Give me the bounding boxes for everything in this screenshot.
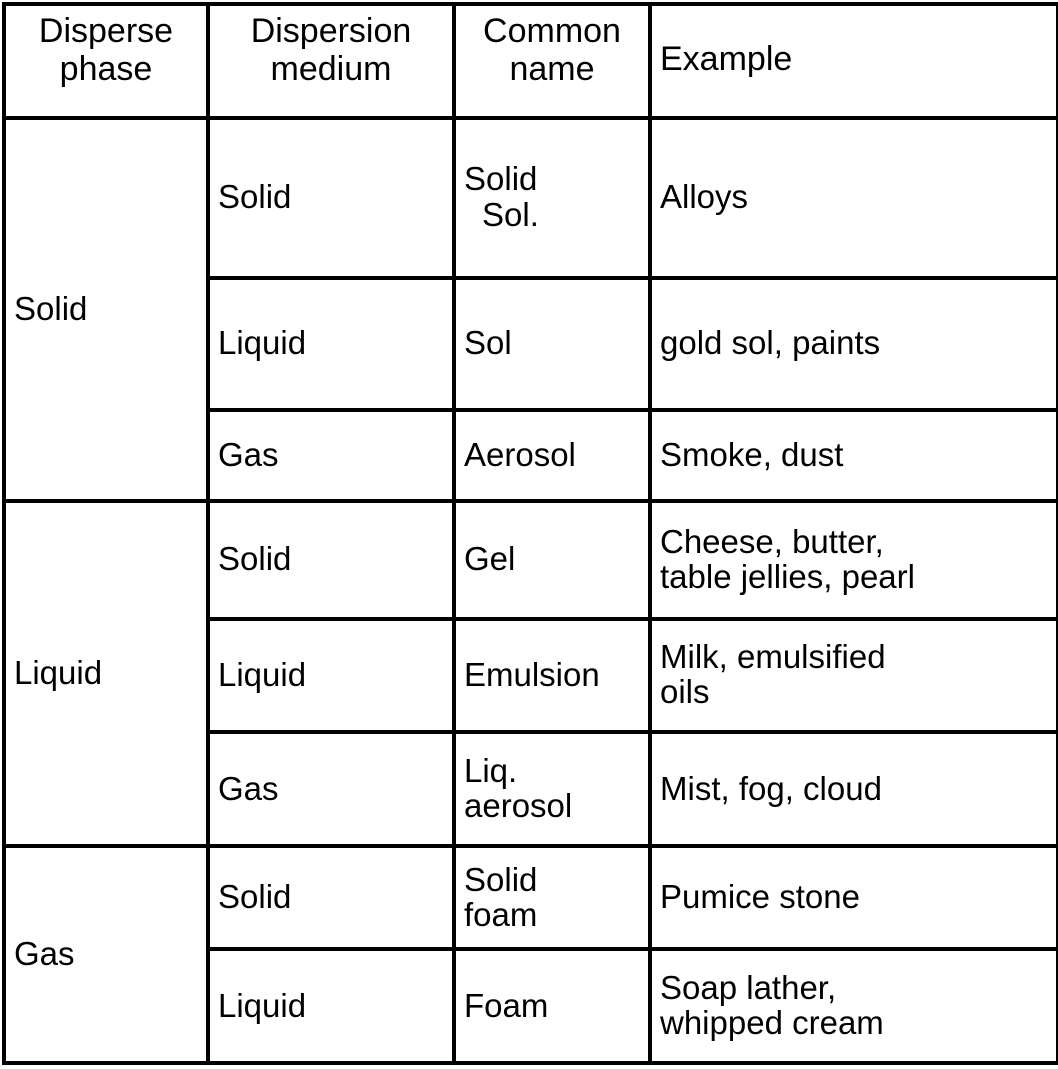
- common-name-cell: Aerosol: [454, 410, 650, 501]
- phase-cell-solid: Solid: [4, 118, 208, 501]
- example-line2: table jellies, pearl: [660, 557, 915, 595]
- example-line1: Soap lather,: [660, 969, 837, 1007]
- common-name-line1: Liq.: [464, 752, 518, 790]
- phase-cell-liquid: Liquid: [4, 501, 208, 846]
- header-example: [650, 4, 1058, 118]
- header-dispersion-medium-line2: medium: [270, 50, 392, 89]
- example-cell: [650, 949, 1058, 1063]
- colloid-classification-sheet: [0, 2, 1058, 1069]
- medium-cell: Liquid: [208, 619, 454, 733]
- common-name-cell: Sol: [454, 278, 650, 410]
- colloid-classification-table: [2, 2, 1058, 1065]
- example-cell: Pumice stone: [650, 846, 1058, 949]
- table-row: [4, 118, 1058, 278]
- header-disperse-phase: [4, 4, 208, 118]
- table-header-row: [4, 4, 1058, 118]
- common-name-cell: [454, 846, 650, 949]
- common-name-line1: Solid: [464, 159, 538, 197]
- example-cell: gold sol, paints: [650, 278, 1058, 410]
- phase-cell-gas: Gas: [4, 846, 208, 1063]
- medium-cell: Solid: [208, 118, 454, 278]
- example-line1: Alloys: [660, 178, 749, 216]
- medium-cell: Gas: [208, 410, 454, 501]
- medium-cell: Liquid: [208, 278, 454, 410]
- common-name-line2: Sol.: [482, 195, 539, 233]
- header-common-name-line1: Common: [483, 12, 621, 50]
- medium-cell: Solid: [208, 501, 454, 619]
- common-name-cell: Emulsion: [454, 619, 650, 733]
- medium-cell: Liquid: [208, 949, 454, 1063]
- common-name-cell: Foam: [454, 949, 650, 1063]
- example-cell: Smoke, dust: [650, 410, 1058, 501]
- example-line2: oils: [660, 673, 710, 711]
- example-line1: Cheese, butter,: [660, 522, 884, 560]
- medium-cell: Solid: [208, 846, 454, 949]
- header-example-label: Example: [660, 40, 793, 78]
- common-name-line1: Solid: [464, 860, 538, 898]
- header-disperse-phase-line2: phase: [59, 50, 153, 89]
- example-cell: [650, 619, 1058, 733]
- common-name-cell: Gel: [454, 501, 650, 619]
- example-cell: [650, 118, 1058, 278]
- header-dispersion-medium-line1: Dispersion: [250, 12, 412, 50]
- common-name-line2: foam: [464, 895, 538, 933]
- table-row: [4, 846, 1058, 949]
- table-row: [4, 501, 1058, 619]
- common-name-line2: aerosol: [464, 787, 573, 825]
- example-line2: whipped cream: [660, 1004, 884, 1042]
- header-disperse-phase-line1: Disperse: [38, 12, 174, 50]
- common-name-cell: [454, 732, 650, 846]
- example-cell: [650, 501, 1058, 619]
- medium-cell: Gas: [208, 732, 454, 846]
- example-line1: Milk, emulsified: [660, 638, 886, 676]
- example-cell: Mist, fog, cloud: [650, 732, 1058, 846]
- header-common-name: [454, 4, 650, 118]
- common-name-cell: [454, 118, 650, 278]
- header-common-name-line2: name: [509, 50, 595, 89]
- header-dispersion-medium: [208, 4, 454, 118]
